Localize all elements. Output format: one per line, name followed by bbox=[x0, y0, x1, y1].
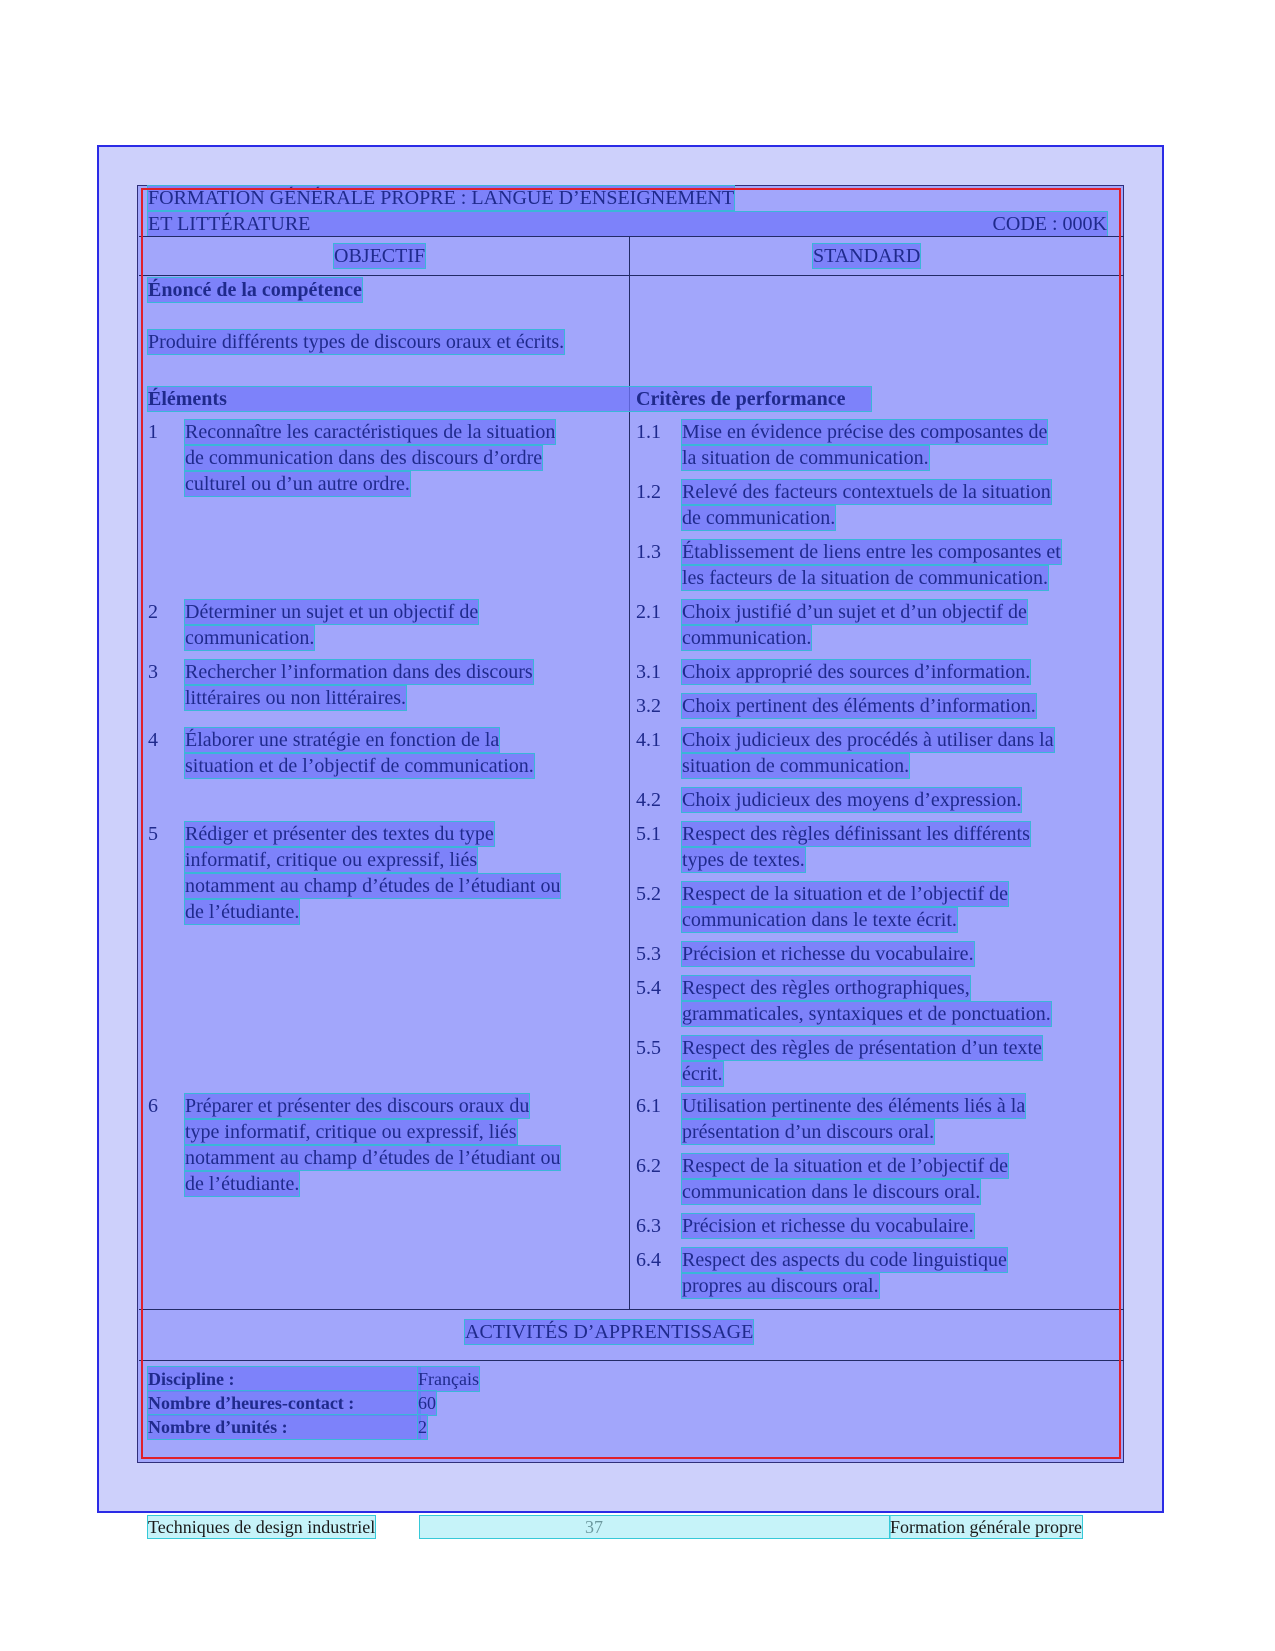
element-line: Préparer et présenter des discours oraux du bbox=[185, 1095, 530, 1117]
criterion-line: Respect des règles définissant les différents bbox=[682, 823, 1030, 845]
criterion-line: Précision et richesse du vocabulaire. bbox=[682, 1215, 974, 1237]
criterion-line: Choix judicieux des moyens d’expression. bbox=[682, 789, 1022, 811]
element-line: notamment au champ d’études de l’étudiant ou bbox=[185, 1147, 561, 1169]
criterion-line: Établissement de liens entre les composantes et bbox=[682, 541, 1061, 563]
criterion-line: communication dans le discours oral. bbox=[682, 1181, 981, 1203]
criterion-number: 5.3 bbox=[636, 943, 661, 965]
criterion-line: communication. bbox=[682, 627, 812, 649]
header-title-line1: FORMATION GÉNÉRALE PROPRE : LANGUE D’ENSEIGNEMENT bbox=[148, 187, 735, 209]
criterion-number: 2.1 bbox=[636, 601, 661, 623]
criterion-line: Relevé des facteurs contextuels de la situation bbox=[682, 481, 1051, 503]
element-line: de communication dans des discours d’ordre bbox=[185, 447, 543, 469]
element-number: 2 bbox=[148, 601, 158, 623]
competence-text: Produire différents types de discours oraux et écrits. bbox=[148, 331, 565, 353]
criterion-line: Mise en évidence précise des composantes de bbox=[682, 421, 1048, 443]
criterion-number: 5.5 bbox=[636, 1037, 661, 1059]
element-number: 3 bbox=[148, 661, 158, 683]
criterion-line: types de textes. bbox=[682, 849, 805, 871]
divider bbox=[139, 1360, 1124, 1361]
criterion-line: Respect des aspects du code linguistique bbox=[682, 1249, 1007, 1271]
contact-hours-value: 60 bbox=[418, 1393, 436, 1413]
criterion-line: Utilisation pertinente des éléments liés à la bbox=[682, 1095, 1026, 1117]
criterion-line: Choix pertinent des éléments d’information. bbox=[682, 695, 1036, 717]
criterion-line: communication dans le texte écrit. bbox=[682, 909, 957, 931]
criterion-line: Choix judicieux des procédés à utiliser dans la bbox=[682, 729, 1054, 751]
discipline-value: Français bbox=[418, 1369, 479, 1389]
element-number: 4 bbox=[148, 729, 158, 751]
element-line: type informatif, critique ou expressif, liés bbox=[185, 1121, 517, 1143]
competence-heading: Énoncé de la compétence bbox=[148, 279, 362, 301]
elements-heading: Éléments bbox=[148, 388, 227, 410]
criterion-line: présentation d’un discours oral. bbox=[682, 1121, 935, 1143]
criterion-line: Respect des règles de présentation d’un texte bbox=[682, 1037, 1042, 1059]
criterion-number: 1.1 bbox=[636, 421, 661, 443]
header-code: CODE : 000K bbox=[992, 213, 1107, 235]
criterion-line: écrit. bbox=[682, 1063, 723, 1085]
element-line: de l’étudiante. bbox=[185, 901, 300, 923]
divider bbox=[139, 1309, 1124, 1310]
element-line: informatif, critique ou expressif, liés bbox=[185, 849, 478, 871]
element-line: Déterminer un sujet et un objectif de bbox=[185, 601, 479, 623]
criterion-number: 6.1 bbox=[636, 1095, 661, 1117]
criterion-line: de communication. bbox=[682, 507, 836, 529]
column-header-objectif: OBJECTIF bbox=[334, 245, 426, 267]
criterion-line: Choix approprié des sources d’information. bbox=[682, 661, 1031, 683]
element-line: Élaborer une stratégie en fonction de la bbox=[185, 729, 500, 751]
criterion-line: Respect des règles orthographiques, bbox=[682, 977, 970, 999]
element-line: communication. bbox=[185, 627, 315, 649]
discipline-label: Discipline : bbox=[148, 1367, 420, 1391]
footer-section: Formation générale propre bbox=[890, 1517, 1082, 1537]
footer-program: Techniques de design industriel bbox=[148, 1517, 376, 1537]
header-title-line2: ET LITTÉRATURE bbox=[148, 213, 311, 235]
footer-band bbox=[420, 1516, 890, 1538]
units-label: Nombre d’unités : bbox=[148, 1415, 420, 1439]
element-number: 6 bbox=[148, 1095, 158, 1117]
element-number: 5 bbox=[148, 823, 158, 845]
criterion-line: Respect de la situation et de l’objectif de bbox=[682, 1155, 1008, 1177]
criterion-line: les facteurs de la situation de communication. bbox=[682, 567, 1048, 589]
criterion-line: Choix justifié d’un sujet et d’un objectif de bbox=[682, 601, 1027, 623]
criterion-number: 1.3 bbox=[636, 541, 661, 563]
criterion-line: grammaticales, syntaxiques et de ponctuation. bbox=[682, 1003, 1051, 1025]
criterion-number: 6.4 bbox=[636, 1249, 661, 1271]
column-header-standard: STANDARD bbox=[813, 245, 921, 267]
element-line: Rechercher l’information dans des discours bbox=[185, 661, 533, 683]
criterion-number: 4.2 bbox=[636, 789, 661, 811]
divider bbox=[139, 275, 1124, 276]
element-line: culturel ou d’un autre ordre. bbox=[185, 473, 410, 495]
criterion-number: 3.2 bbox=[636, 695, 661, 717]
criterion-line: Respect de la situation et de l’objectif de bbox=[682, 883, 1008, 905]
criterion-number: 5.1 bbox=[636, 823, 661, 845]
element-line: de l’étudiante. bbox=[185, 1173, 300, 1195]
criterion-line: Précision et richesse du vocabulaire. bbox=[682, 943, 974, 965]
element-line: Rédiger et présenter des textes du type bbox=[185, 823, 494, 845]
criteria-heading: Critères de performance bbox=[636, 388, 846, 410]
element-line: Reconnaître les caractéristiques de la situation bbox=[185, 421, 556, 443]
contact-hours-label: Nombre d’heures-contact : bbox=[148, 1391, 420, 1415]
element-number: 1 bbox=[148, 421, 158, 443]
element-line: situation et de l’objectif de communication. bbox=[185, 755, 534, 777]
element-line: notamment au champ d’études de l’étudiant ou bbox=[185, 875, 561, 897]
criterion-number: 3.1 bbox=[636, 661, 661, 683]
criterion-number: 6.2 bbox=[636, 1155, 661, 1177]
criterion-number: 1.2 bbox=[636, 481, 661, 503]
criterion-line: situation de communication. bbox=[682, 755, 910, 777]
units-value: 2 bbox=[418, 1417, 427, 1437]
element-line: littéraires ou non littéraires. bbox=[185, 687, 407, 709]
criterion-number: 5.2 bbox=[636, 883, 661, 905]
criterion-number: 6.3 bbox=[636, 1215, 661, 1237]
criterion-line: propres au discours oral. bbox=[682, 1275, 879, 1297]
divider bbox=[139, 236, 1124, 237]
activities-heading: ACTIVITÉS D’APPRENTISSAGE bbox=[465, 1321, 754, 1343]
criterion-number: 5.4 bbox=[636, 977, 661, 999]
criterion-line: la situation de communication. bbox=[682, 447, 929, 469]
criterion-number: 4.1 bbox=[636, 729, 661, 751]
